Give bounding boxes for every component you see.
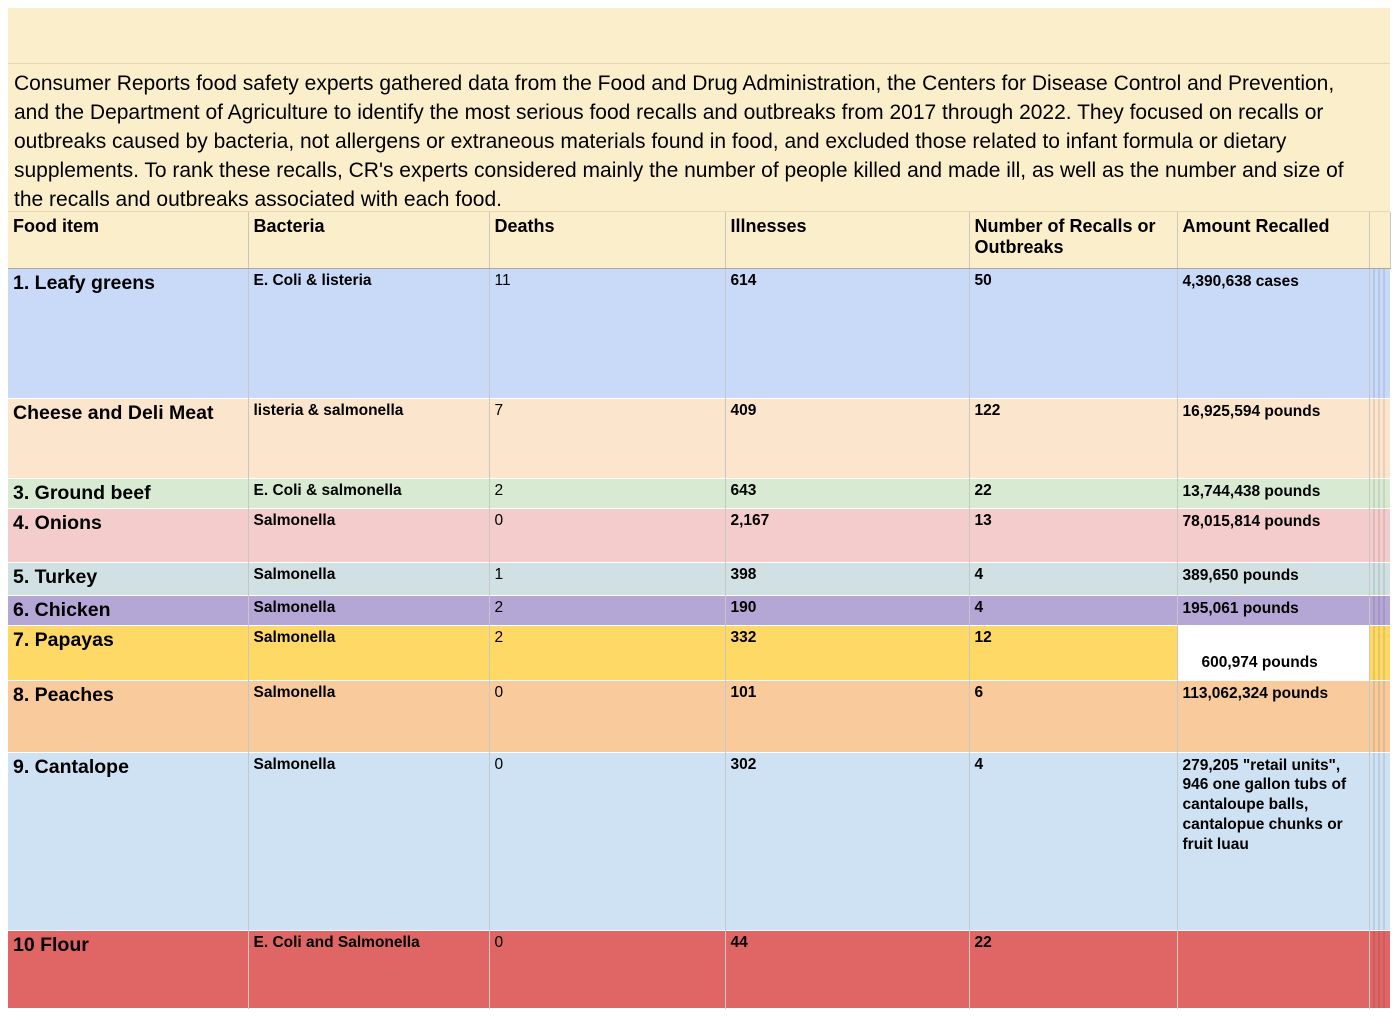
cell-amount[interactable]: 113,062,324 pounds: [1177, 680, 1369, 752]
table-row: [8, 930, 1390, 1008]
gridline-strip-cell: [1369, 478, 1390, 508]
cell-amount[interactable]: 13,744,438 pounds: [1177, 478, 1369, 508]
cell-food[interactable]: 4. Onions: [8, 508, 248, 562]
gridline-strip-cell: [1369, 212, 1390, 268]
table-row: [8, 595, 1390, 625]
cell-food[interactable]: 3. Ground beef: [8, 478, 248, 508]
cell-amount[interactable]: 600,974 pounds: [1177, 625, 1369, 680]
table-row: [8, 478, 1390, 508]
cell-recalls[interactable]: 12: [969, 625, 1177, 680]
cell-illnesses[interactable]: 332: [725, 625, 969, 680]
table-row: [8, 562, 1390, 595]
cell-recalls[interactable]: 22: [969, 478, 1177, 508]
table-row: [8, 752, 1390, 930]
cell-illnesses[interactable]: 409: [725, 398, 969, 478]
cell-bacteria[interactable]: Salmonella: [248, 595, 489, 625]
cell-deaths[interactable]: 0: [489, 930, 725, 1008]
gridline-strip-cell: [1369, 595, 1390, 625]
cell-deaths[interactable]: 1: [489, 562, 725, 595]
table-row: [8, 268, 1390, 398]
cell-amount[interactable]: 4,390,638 cases: [1177, 268, 1369, 398]
cell-bacteria[interactable]: Salmonella: [248, 508, 489, 562]
cell-food[interactable]: 9. Cantalope: [8, 752, 248, 930]
column-header-illnesses[interactable]: Illnesses: [725, 212, 969, 268]
cell-recalls[interactable]: 122: [969, 398, 1177, 478]
cell-deaths[interactable]: 2: [489, 595, 725, 625]
cell-recalls[interactable]: 13: [969, 508, 1177, 562]
cell-amount[interactable]: 279,205 "retail units", 946 one gallon tubs of cantaloupe balls, cantalopue chunks or fruit luau: [1177, 752, 1369, 930]
cell-deaths[interactable]: 7: [489, 398, 725, 478]
cell-bacteria[interactable]: Salmonella: [248, 625, 489, 680]
column-header-food-item[interactable]: Food item: [8, 212, 248, 268]
cell-recalls[interactable]: 6: [969, 680, 1177, 752]
cell-illnesses[interactable]: 190: [725, 595, 969, 625]
cell-illnesses[interactable]: 643: [725, 478, 969, 508]
cell-amount[interactable]: 16,925,594 pounds: [1177, 398, 1369, 478]
table-row: [8, 625, 1390, 680]
cell-amount[interactable]: 195,061 pounds: [1177, 595, 1369, 625]
cell-food[interactable]: 8. Peaches: [8, 680, 248, 752]
cell-deaths[interactable]: 0: [489, 508, 725, 562]
column-header-deaths[interactable]: Deaths: [489, 212, 725, 268]
cell-amount[interactable]: 78,015,814 pounds: [1177, 508, 1369, 562]
cell-amount[interactable]: 389,650 pounds: [1177, 562, 1369, 595]
cell-illnesses[interactable]: 101: [725, 680, 969, 752]
cell-bacteria[interactable]: E. Coli and Salmonella: [248, 930, 489, 1008]
gridline-strip-cell: [1369, 268, 1390, 398]
column-header-bacteria[interactable]: Bacteria: [248, 212, 489, 268]
gridline-strip-cell: [1369, 752, 1390, 930]
cell-bacteria[interactable]: Salmonella: [248, 680, 489, 752]
gridline-strip-cell: [1369, 680, 1390, 752]
cell-deaths[interactable]: 2: [489, 478, 725, 508]
gridline-strip-cell: [1369, 398, 1390, 478]
cell-illnesses[interactable]: 398: [725, 562, 969, 595]
cell-food[interactable]: Cheese and Deli Meat: [8, 398, 248, 478]
cell-illnesses[interactable]: 44: [725, 930, 969, 1008]
cell-bacteria[interactable]: Salmonella: [248, 562, 489, 595]
cell-bacteria[interactable]: E. Coli & salmonella: [248, 478, 489, 508]
cell-recalls[interactable]: 4: [969, 595, 1177, 625]
cell-recalls[interactable]: 4: [969, 752, 1177, 930]
cell-recalls[interactable]: 4: [969, 562, 1177, 595]
cell-food[interactable]: 10 Flour: [8, 930, 248, 1008]
cell-amount[interactable]: [1177, 930, 1369, 1008]
cell-food[interactable]: 7. Papayas: [8, 625, 248, 680]
cell-food[interactable]: 1. Leafy greens: [8, 268, 248, 398]
column-header-recalls[interactable]: Number of Recalls or Outbreaks: [969, 212, 1177, 268]
cell-bacteria[interactable]: Salmonella: [248, 752, 489, 930]
table-row: [8, 680, 1390, 752]
gridline-strip-cell: [1369, 625, 1390, 680]
cell-food[interactable]: 5. Turkey: [8, 562, 248, 595]
cell-illnesses[interactable]: 614: [725, 268, 969, 398]
cell-deaths[interactable]: 0: [489, 752, 725, 930]
empty-sheet-row: [8, 8, 1390, 64]
intro-text: Consumer Reports food safety experts gathered data from the Food and Drug Administration, the Centers for Disease Control and Prevention, and the Department of Agriculture to identify the most serious food recalls and outbreaks from 2017 through 2022. They focused on recalls or outbreaks caused by bacteria, not allergens or extraneous materials found in food, and excluded those related to infant formula or dietary supplements. To rank these recalls, CR's experts considered mainly the number of people killed and made ill, as well as the number and size of the recalls and outbreaks associated with each food.: [8, 64, 1390, 212]
table-row: [8, 398, 1390, 478]
cell-bacteria[interactable]: listeria & salmonella: [248, 398, 489, 478]
cell-illnesses[interactable]: 2,167: [725, 508, 969, 562]
cell-food[interactable]: 6. Chicken: [8, 595, 248, 625]
cell-recalls[interactable]: 22: [969, 930, 1177, 1008]
cell-deaths[interactable]: 11: [489, 268, 725, 398]
gridline-strip-cell: [1369, 508, 1390, 562]
cell-deaths[interactable]: 2: [489, 625, 725, 680]
cell-bacteria[interactable]: E. Coli & listeria: [248, 268, 489, 398]
recalls-table: [8, 212, 1391, 1009]
column-header-amount[interactable]: Amount Recalled: [1177, 212, 1369, 268]
cell-deaths[interactable]: 0: [489, 680, 725, 752]
gridline-strip-cell: [1369, 930, 1390, 1008]
cell-recalls[interactable]: 50: [969, 268, 1177, 398]
table-row: [8, 508, 1390, 562]
cell-illnesses[interactable]: 302: [725, 752, 969, 930]
gridline-strip-cell: [1369, 562, 1390, 595]
header-row: [8, 212, 1390, 268]
spreadsheet-area: [8, 8, 1390, 1009]
